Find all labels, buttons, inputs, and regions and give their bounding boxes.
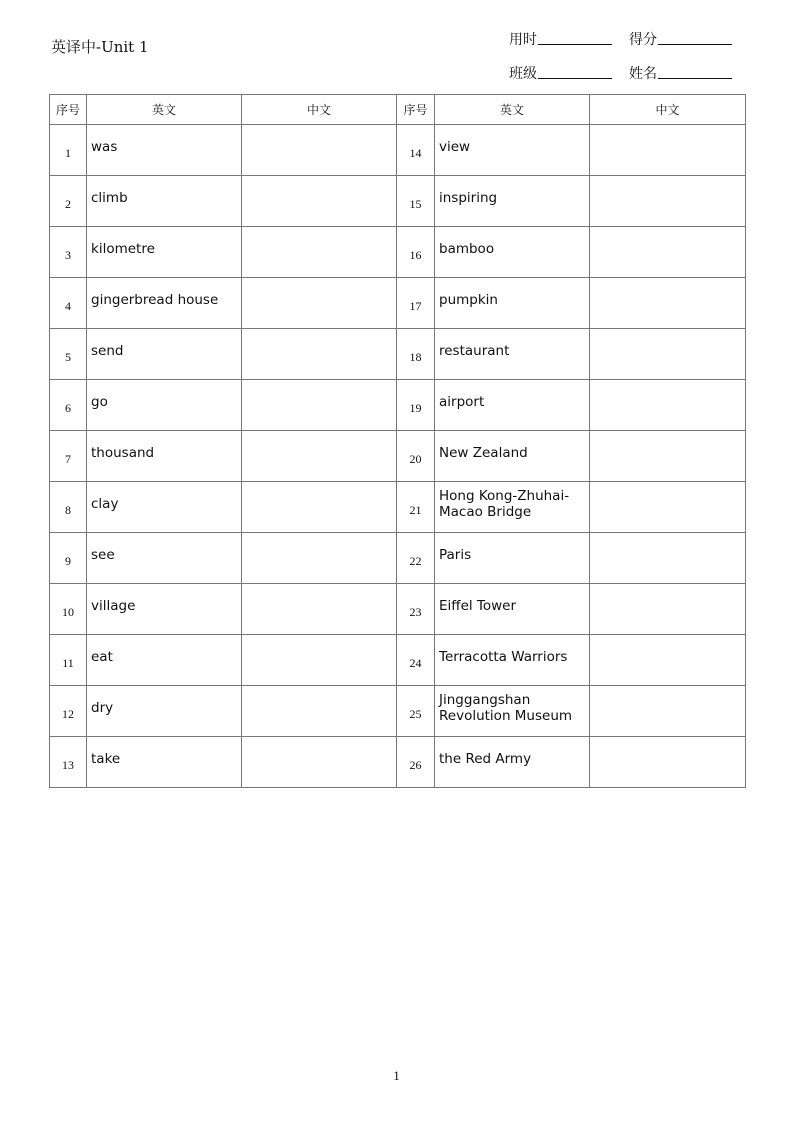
item-number: 23 <box>397 584 435 635</box>
english-word: climb <box>87 176 242 227</box>
chinese-answer-cell[interactable] <box>590 584 746 635</box>
item-number: 24 <box>397 635 435 686</box>
chinese-answer-cell[interactable] <box>590 737 746 788</box>
column-header-english-left: 英文 <box>87 95 242 125</box>
chinese-answer-cell[interactable] <box>590 329 746 380</box>
table-row <box>50 380 746 431</box>
chinese-answer-cell[interactable] <box>590 686 746 737</box>
english-word: dry <box>87 686 242 737</box>
chinese-answer-cell[interactable] <box>242 584 397 635</box>
column-header-chinese-left: 中文 <box>242 95 397 125</box>
column-header-number-right: 序号 <box>397 95 435 125</box>
item-number: 12 <box>50 686 87 737</box>
item-number: 21 <box>397 482 435 533</box>
english-word: airport <box>435 380 590 431</box>
vocabulary-table-body <box>50 125 746 788</box>
english-word: take <box>87 737 242 788</box>
english-word: Terracotta Warriors <box>435 635 590 686</box>
english-word: Paris <box>435 533 590 584</box>
english-word: was <box>87 125 242 176</box>
item-number: 22 <box>397 533 435 584</box>
chinese-answer-cell[interactable] <box>590 635 746 686</box>
chinese-answer-cell[interactable] <box>590 533 746 584</box>
chinese-answer-cell[interactable] <box>242 176 397 227</box>
time-blank[interactable] <box>538 30 612 45</box>
item-number: 1 <box>50 125 87 176</box>
english-word: the Red Army <box>435 737 590 788</box>
english-word: restaurant <box>435 329 590 380</box>
item-number: 16 <box>397 227 435 278</box>
chinese-answer-cell[interactable] <box>242 278 397 329</box>
item-number: 13 <box>50 737 87 788</box>
vocabulary-table <box>49 94 746 788</box>
meta-row-class-name <box>509 56 749 90</box>
name-label: 姓名 <box>629 66 657 82</box>
table-row <box>50 482 746 533</box>
table-row <box>50 737 746 788</box>
item-number: 26 <box>397 737 435 788</box>
table-header-row <box>50 95 746 125</box>
english-word: inspiring <box>435 176 590 227</box>
item-number: 2 <box>50 176 87 227</box>
item-number: 19 <box>397 380 435 431</box>
english-word: clay <box>87 482 242 533</box>
chinese-answer-cell[interactable] <box>590 176 746 227</box>
column-header-english-right: 英文 <box>435 95 590 125</box>
english-word: eat <box>87 635 242 686</box>
english-word: see <box>87 533 242 584</box>
item-number: 7 <box>50 431 87 482</box>
english-word: Hong Kong-Zhuhai-Macao Bridge <box>435 482 590 533</box>
english-word: village <box>87 584 242 635</box>
table-row <box>50 176 746 227</box>
table-row <box>50 584 746 635</box>
class-label: 班级 <box>509 66 537 82</box>
page-number: 1 <box>393 1068 400 1083</box>
chinese-answer-cell[interactable] <box>242 686 397 737</box>
english-word: pumpkin <box>435 278 590 329</box>
table-row <box>50 227 746 278</box>
item-number: 17 <box>397 278 435 329</box>
column-header-chinese-right: 中文 <box>590 95 746 125</box>
table-row <box>50 125 746 176</box>
chinese-answer-cell[interactable] <box>590 278 746 329</box>
table-row <box>50 329 746 380</box>
english-word: gingerbread house <box>87 278 242 329</box>
student-info-fields <box>509 22 749 90</box>
name-blank[interactable] <box>658 64 732 79</box>
class-blank[interactable] <box>538 64 612 79</box>
english-word: kilometre <box>87 227 242 278</box>
english-word: Eiffel Tower <box>435 584 590 635</box>
chinese-answer-cell[interactable] <box>590 431 746 482</box>
chinese-answer-cell[interactable] <box>590 380 746 431</box>
english-word: Jinggangshan Revolution Museum <box>435 686 590 737</box>
english-word: bamboo <box>435 227 590 278</box>
worksheet-title: 英译中-Unit 1 <box>51 38 149 56</box>
english-word: send <box>87 329 242 380</box>
score-blank[interactable] <box>658 30 732 45</box>
score-label: 得分 <box>629 32 657 48</box>
english-word: thousand <box>87 431 242 482</box>
table-row <box>50 635 746 686</box>
chinese-answer-cell[interactable] <box>590 482 746 533</box>
chinese-answer-cell[interactable] <box>242 482 397 533</box>
item-number: 6 <box>50 380 87 431</box>
class-field <box>509 63 629 83</box>
item-number: 4 <box>50 278 87 329</box>
name-field <box>629 63 749 83</box>
item-number: 15 <box>397 176 435 227</box>
english-word: go <box>87 380 242 431</box>
score-field <box>629 29 749 49</box>
time-label: 用时 <box>509 32 537 48</box>
column-header-number-left: 序号 <box>50 95 87 125</box>
chinese-answer-cell[interactable] <box>242 533 397 584</box>
chinese-answer-cell[interactable] <box>242 227 397 278</box>
english-word: view <box>435 125 590 176</box>
english-word: New Zealand <box>435 431 590 482</box>
chinese-answer-cell[interactable] <box>242 380 397 431</box>
chinese-answer-cell[interactable] <box>242 635 397 686</box>
item-number: 5 <box>50 329 87 380</box>
chinese-answer-cell[interactable] <box>590 125 746 176</box>
table-row <box>50 431 746 482</box>
chinese-answer-cell[interactable] <box>590 227 746 278</box>
item-number: 14 <box>397 125 435 176</box>
time-field <box>509 29 629 49</box>
table-row <box>50 278 746 329</box>
chinese-answer-cell[interactable] <box>242 737 397 788</box>
item-number: 8 <box>50 482 87 533</box>
item-number: 18 <box>397 329 435 380</box>
item-number: 3 <box>50 227 87 278</box>
table-row <box>50 686 746 737</box>
chinese-answer-cell[interactable] <box>242 125 397 176</box>
chinese-answer-cell[interactable] <box>242 329 397 380</box>
item-number: 11 <box>50 635 87 686</box>
item-number: 25 <box>397 686 435 737</box>
item-number: 10 <box>50 584 87 635</box>
meta-row-time-score <box>509 22 749 56</box>
chinese-answer-cell[interactable] <box>242 431 397 482</box>
table-row <box>50 533 746 584</box>
item-number: 9 <box>50 533 87 584</box>
item-number: 20 <box>397 431 435 482</box>
